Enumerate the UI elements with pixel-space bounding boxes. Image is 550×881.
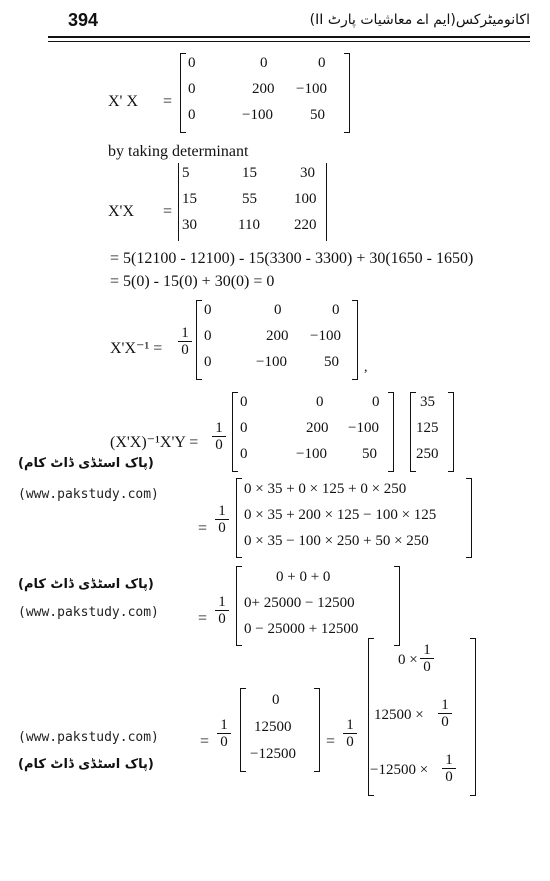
one-over-zero — [442, 752, 456, 785]
matrix-cell: −100 — [256, 354, 287, 370]
one-over-zero — [438, 697, 452, 730]
denominator: 0 — [442, 768, 456, 785]
vector-cell: 250 — [416, 446, 439, 462]
xtx-det-label: X'X — [108, 203, 134, 220]
numerator: 1 — [441, 697, 449, 713]
matrix-cell: 15 — [242, 165, 257, 181]
matrix-cell: 0 × 35 − 100 × 250 + 50 × 250 — [244, 533, 429, 549]
matrix-cell: 30 — [300, 165, 315, 181]
right-bracket — [470, 638, 476, 796]
xtx-matrix — [180, 53, 350, 133]
matrix-cell: 0 × 35 + 200 × 125 − 100 × 125 — [244, 507, 437, 523]
matrix-cell: 0 — [188, 81, 196, 97]
watermark-urdu: (پاک اسٹڈی ڈاٹ کام) — [18, 757, 154, 772]
watermark-url: (www.pakstudy.com) — [18, 487, 159, 502]
right-bracket — [344, 53, 350, 133]
matrix-cell: 0 — [204, 328, 212, 344]
denominator: 0 — [438, 713, 452, 730]
sum-matrix — [236, 566, 400, 646]
equals-sign: = — [200, 733, 210, 750]
one-over-zero — [178, 325, 192, 358]
equals-sign: = — [198, 610, 208, 627]
matrix-cell: 30 — [182, 217, 197, 233]
page-number: 394 — [68, 10, 99, 30]
matrix-cell: 0 × 35 + 0 × 125 + 0 × 250 — [244, 481, 407, 497]
denominator: 0 — [215, 610, 229, 627]
matrix-cell: 0 — [274, 302, 282, 318]
denominator: 0 — [178, 341, 192, 358]
xtx-label: X' X — [108, 93, 138, 110]
left-bracket — [236, 478, 242, 558]
numerator: 1 — [423, 642, 431, 658]
xty-vector — [410, 392, 454, 472]
vector-cell: 125 — [416, 420, 439, 436]
vector-cell: 35 — [420, 394, 435, 410]
numerator: 1 — [445, 752, 453, 768]
numerator: 1 — [218, 594, 226, 610]
matrix-cell: 0 — [240, 394, 248, 410]
matrix-cell: 0 — [332, 302, 340, 318]
watermark-urdu: (پاک اسٹڈی ڈاٹ کام) — [18, 456, 154, 471]
right-bracket — [394, 566, 400, 646]
inverse-label: X'X⁻¹ = — [110, 340, 163, 357]
left-bracket — [236, 566, 242, 646]
vector-cell: 0 — [272, 692, 280, 708]
matrix-cell: −100 — [310, 328, 341, 344]
matrix-cell: 15 — [182, 191, 197, 207]
right-bracket — [388, 392, 394, 472]
denominator: 0 — [343, 733, 357, 750]
right-bracket — [314, 688, 320, 772]
one-over-zero — [420, 642, 434, 675]
matrix-cell: 200 — [306, 420, 329, 436]
matrix-cell: 0+ 25000 − 12500 — [244, 595, 355, 611]
right-bar — [326, 163, 327, 241]
matrix-cell: 0 — [316, 394, 324, 410]
matrix-cell: 220 — [294, 217, 317, 233]
equals-sign: = — [163, 93, 173, 110]
vector-cell: −12500 × — [370, 762, 429, 778]
header-rule-top — [48, 36, 530, 38]
left-bar — [178, 163, 179, 241]
matrix-cell: 110 — [238, 217, 260, 233]
matrix-cell: 0 — [240, 446, 248, 462]
fraction-vector — [368, 638, 476, 796]
matrix-cell: 0 — [204, 354, 212, 370]
left-bracket — [196, 300, 202, 380]
matrix-cell: 5 — [182, 165, 190, 181]
one-over-zero — [343, 717, 357, 750]
matrix-cell: 0 — [372, 394, 380, 410]
beta-label: (X'X)⁻¹X'Y = — [110, 434, 199, 451]
column-vector — [240, 688, 320, 772]
matrix-cell: 200 — [266, 328, 289, 344]
left-bracket — [240, 688, 246, 772]
watermark-url: (www.pakstudy.com) — [18, 605, 159, 620]
matrix-cell: 55 — [242, 191, 257, 207]
matrix-cell: 50 — [362, 446, 377, 462]
numerator: 1 — [215, 420, 223, 436]
inverse-matrix-2 — [232, 392, 394, 472]
left-bracket — [232, 392, 238, 472]
right-bracket — [352, 300, 358, 380]
xtx-determinant — [178, 163, 328, 243]
vector-cell: 12500 — [254, 719, 292, 735]
equals-sign: = — [326, 733, 336, 750]
one-over-zero — [215, 594, 229, 627]
matrix-cell: −100 — [348, 420, 379, 436]
header-rule-bottom — [48, 41, 530, 42]
product-matrix — [236, 478, 472, 558]
matrix-cell: 0 — [318, 55, 326, 71]
right-bracket — [466, 478, 472, 558]
denominator: 0 — [215, 519, 229, 536]
vector-cell: 12500 × — [374, 707, 424, 723]
one-over-zero — [217, 717, 231, 750]
matrix-cell: 0 — [240, 420, 248, 436]
matrix-cell: 0 — [204, 302, 212, 318]
one-over-zero — [215, 503, 229, 536]
left-bracket — [180, 53, 186, 133]
vector-cell: −12500 — [250, 746, 296, 762]
matrix-cell: 200 — [252, 81, 275, 97]
matrix-cell: 0 + 0 + 0 — [276, 569, 331, 585]
book-title: اکانومیٹرکس(ایم اے معاشیات پارٹ II) — [309, 12, 530, 28]
right-bracket — [448, 392, 454, 472]
by-taking-determinant: by taking determinant — [108, 143, 249, 160]
matrix-cell: −100 — [296, 81, 327, 97]
equals-sign: = — [198, 520, 208, 537]
matrix-cell: 50 — [324, 354, 339, 370]
equals-sign: = — [163, 203, 173, 220]
denominator: 0 — [217, 733, 231, 750]
matrix-cell: 0 — [188, 107, 196, 123]
det-expansion: = 5(12100 - 12100) - 15(3300 - 3300) + 30(1650 - 1650) — [110, 250, 474, 267]
denominator: 0 — [212, 436, 226, 453]
matrix-cell: 0 — [260, 55, 268, 71]
vector-cell: 0 × — [398, 652, 418, 668]
numerator: 1 — [346, 717, 354, 733]
comma: , — [364, 360, 368, 375]
det-result: = 5(0) - 15(0) + 30(0) = 0 — [110, 273, 275, 290]
watermark-url: (www.pakstudy.com) — [18, 730, 159, 745]
one-over-zero — [212, 420, 226, 453]
numerator: 1 — [220, 717, 228, 733]
matrix-cell: 50 — [310, 107, 325, 123]
matrix-cell: 0 — [188, 55, 196, 71]
matrix-cell: −100 — [242, 107, 273, 123]
matrix-cell: 100 — [294, 191, 317, 207]
numerator: 1 — [218, 503, 226, 519]
matrix-cell: −100 — [296, 446, 327, 462]
watermark-urdu: (پاک اسٹڈی ڈاٹ کام) — [18, 577, 154, 592]
numerator: 1 — [181, 325, 189, 341]
matrix-cell: 0 − 25000 + 12500 — [244, 621, 359, 637]
inverse-matrix — [196, 300, 358, 380]
denominator: 0 — [420, 658, 434, 675]
